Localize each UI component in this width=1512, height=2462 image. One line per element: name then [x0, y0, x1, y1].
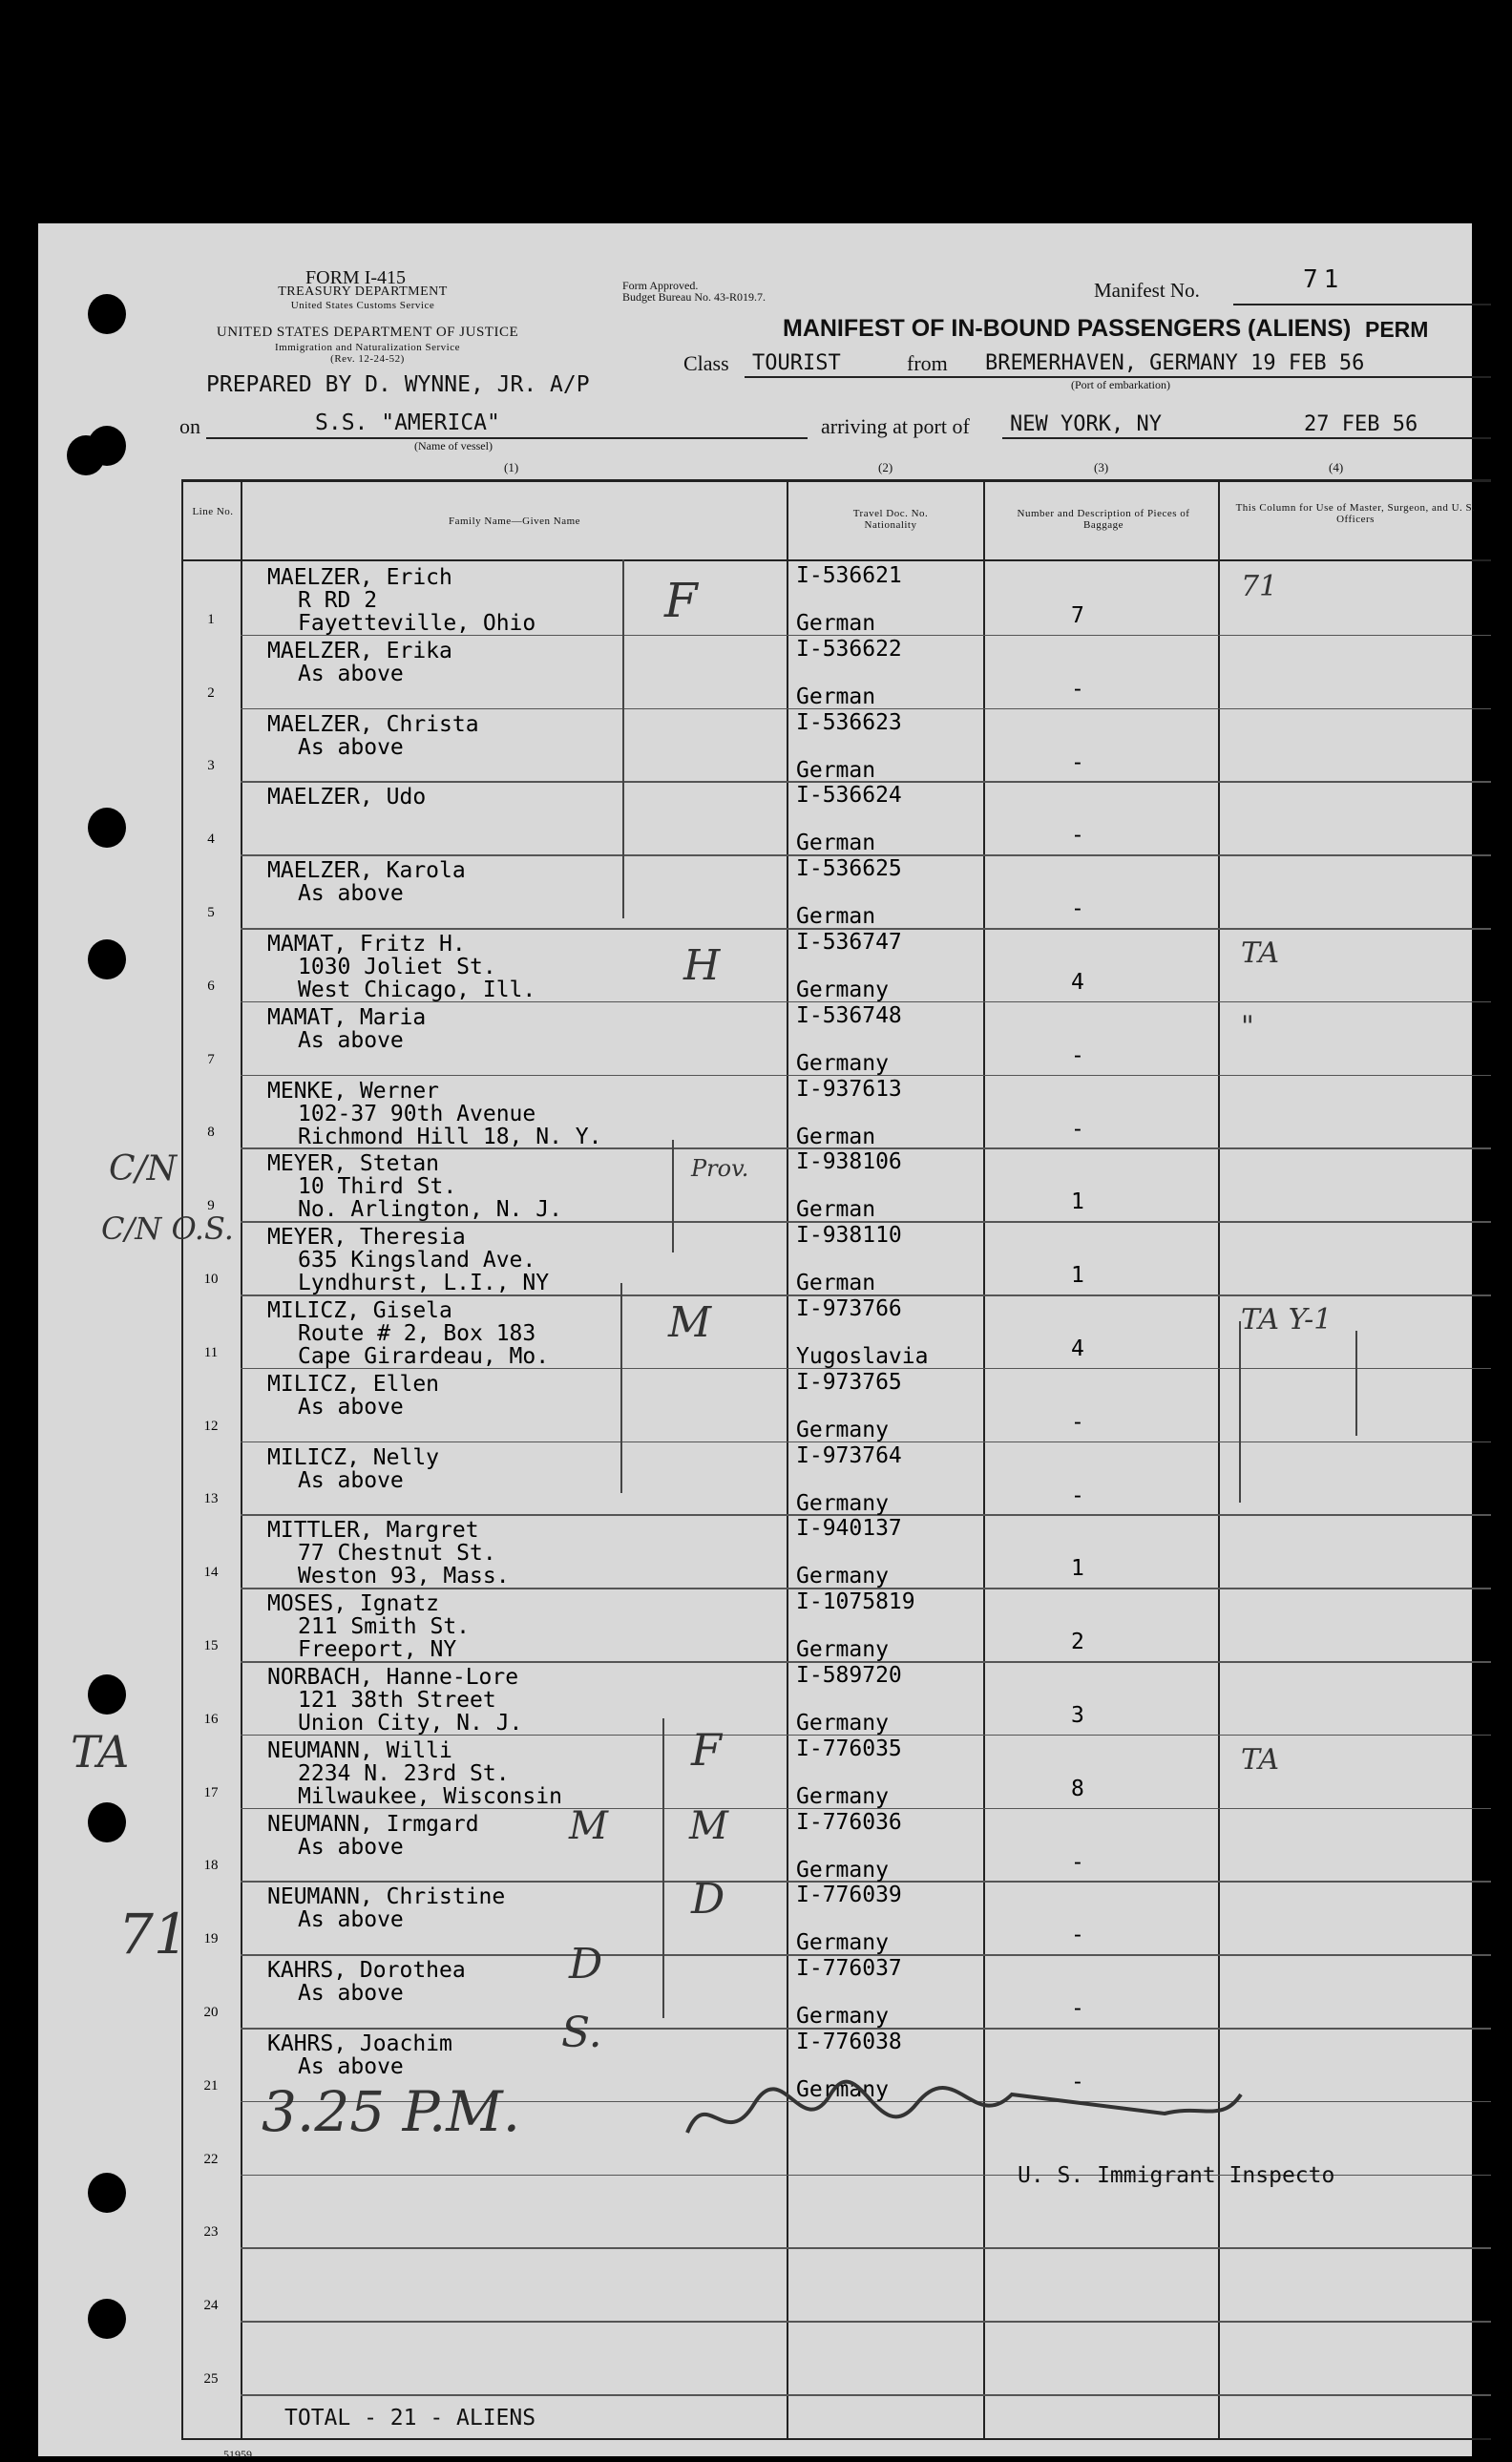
travel-doc-number: I-776036 [796, 1809, 902, 1835]
travel-doc-number: I-1075819 [796, 1589, 915, 1615]
row-line-number: 2 [207, 684, 215, 701]
header-officers: This Column for Use of Master, Surgeon, and U. S. Officers [1235, 502, 1476, 525]
passenger-name: MAELZER, Karola [267, 858, 466, 884]
passenger-address-1: 635 Kingsland Ave. [298, 1248, 536, 1273]
margin-note-71: 71 [118, 1902, 189, 1967]
baggage-count: 4 [1071, 1336, 1084, 1361]
bracket-line [662, 1718, 664, 2018]
punch-hole [88, 2299, 126, 2339]
passenger-address-2: Lyndhurst, L.I., NY [298, 1271, 550, 1296]
on-label: on [179, 414, 200, 438]
nationality: Germany [796, 1711, 889, 1736]
customs-service: United States Customs Service [290, 300, 435, 311]
punch-hole [88, 294, 126, 334]
passenger-name: KAHRS, Dorothea [267, 1958, 466, 1984]
handwritten-mark-f: F [664, 573, 698, 628]
nationality: German [796, 611, 876, 636]
nationality: Germany [796, 1490, 889, 1516]
passenger-name: MAELZER, Erika [267, 638, 452, 663]
row-divider [241, 2247, 1491, 2249]
nationality: Germany [796, 1857, 889, 1883]
class-value: TOURIST [752, 351, 841, 375]
passenger-name: KAHRS, Joachim [267, 2031, 452, 2056]
vessel-label: (Name of vessel) [414, 439, 493, 452]
total-aliens: TOTAL - 21 - ALIENS [284, 2406, 536, 2430]
row-divider [241, 2321, 1491, 2323]
manifest-underline [1233, 304, 1491, 305]
handwritten-mark-d: D [691, 1875, 725, 1924]
row-line-number: 20 [203, 2005, 219, 2020]
baggage-count: - [1071, 1996, 1084, 2022]
passenger-address-2: Fayetteville, Ohio [298, 611, 536, 636]
manifest-sheet [38, 223, 1476, 2461]
nationality: German [796, 1124, 876, 1149]
punch-hole [88, 1674, 126, 1715]
footer-code: 51959 [223, 2448, 252, 2461]
travel-doc-number: I-973765 [796, 1369, 902, 1395]
nationality: German [796, 904, 876, 930]
treasury-dept: TREASURY DEPARTMENT [278, 284, 448, 299]
table-bottom-border [181, 2438, 1491, 2440]
class-label: Class [683, 351, 729, 375]
passenger-name: MAELZER, Christa [267, 711, 479, 737]
punch-hole [88, 808, 126, 848]
margin-note-ta: TA [71, 1726, 130, 1778]
passenger-address-1: 102-37 90th Avenue [298, 1101, 536, 1126]
signature-scrawl [668, 2066, 1279, 2171]
baggage-count: - [1071, 1042, 1084, 1068]
baggage-count: 1 [1071, 1556, 1084, 1582]
row-line-number: 16 [203, 1711, 219, 1727]
row-line-number: 6 [207, 978, 215, 994]
nationality: Germany [796, 978, 889, 1002]
from-label: from [907, 351, 948, 375]
bracket-line [622, 559, 624, 918]
passenger-address-1: As above [298, 2054, 404, 2079]
nationality: German [796, 831, 876, 856]
nationality: Germany [796, 1564, 889, 1589]
row-line-number: 1 [207, 611, 215, 627]
handwritten-mark-m: M [668, 1298, 712, 1347]
passenger-name: MAMAT, Fritz H. [267, 932, 466, 957]
header-baggage: Number and Description of Pieces of Baggage [1017, 508, 1190, 531]
baggage-count: - [1071, 749, 1084, 775]
passenger-address-1: As above [298, 1834, 404, 1860]
manifest-title: MANIFEST OF IN-BOUND PASSENGERS (ALIENS) [783, 315, 1352, 342]
row-line-number: 14 [203, 1565, 219, 1581]
travel-doc-number: I-536621 [796, 563, 902, 588]
passenger-address-1: As above [298, 1907, 404, 1933]
row-divider [241, 2394, 1491, 2396]
passenger-name: MILICZ, Nelly [267, 1444, 440, 1470]
passenger-address-1: 121 38th Street [298, 1688, 496, 1713]
port-embark-label: (Port of embarkation) [1071, 378, 1170, 391]
arriving-date: 27 FEB 56 [1304, 412, 1418, 436]
manifest-label: Manifest No. [1094, 279, 1200, 302]
arriving-label: arriving at port of [821, 414, 970, 438]
col-divider-line [241, 479, 242, 2438]
passenger-address-2: Freeport, NY [298, 1637, 457, 1663]
handwritten-signature: 3.25 P.M. [262, 2079, 521, 2144]
baggage-count: - [1071, 1409, 1084, 1435]
row-line-number: 19 [203, 1931, 219, 1947]
passenger-address-1: 10 Third St. [298, 1174, 457, 1200]
nationality: German [796, 1271, 876, 1296]
row-line-number: 9 [207, 1198, 215, 1214]
col-num-1: (1) [504, 460, 519, 474]
nationality: Germany [796, 2077, 889, 2102]
row-line-number: 5 [207, 905, 215, 920]
baggage-count: 3 [1071, 1703, 1084, 1728]
nationality: Germany [796, 1637, 889, 1663]
table-top-border [181, 479, 1491, 482]
form-number: FORM I-415 [305, 267, 407, 288]
row-line-number: 18 [203, 1858, 219, 1874]
punch-hole [88, 1802, 126, 1842]
passenger-address-1: As above [298, 1981, 404, 2007]
vessel-name: S.S. "AMERICA" [315, 410, 500, 435]
header-bottom-border [181, 559, 1491, 561]
budget-bureau: Budget Bureau No. 43-R019.7. [622, 290, 766, 304]
travel-doc-number: I-776038 [796, 2030, 902, 2054]
passenger-name: NEUMANN, Irmgard [267, 1811, 479, 1837]
passenger-name: NORBACH, Hanne-Lore [267, 1665, 519, 1690]
baggage-count: - [1071, 823, 1084, 849]
ins-service: Immigration and Naturalization Service [274, 342, 461, 353]
passenger-address-1: As above [298, 661, 404, 686]
handwritten-mark-f: F [691, 1724, 722, 1776]
passenger-address-1: Route # 2, Box 183 [298, 1321, 536, 1346]
arriving-port: NEW YORK, NY [1010, 412, 1162, 436]
passenger-address-1: 1030 Joliet St. [298, 955, 496, 979]
travel-doc-number: I-973766 [796, 1296, 902, 1321]
passenger-address-2: Cape Girardeau, Mo. [298, 1344, 550, 1369]
from-value: BREMERHAVEN, GERMANY 19 FEB 56 [985, 351, 1365, 375]
baggage-count: 1 [1071, 1263, 1084, 1289]
passenger-name: MENKE, Werner [267, 1078, 440, 1104]
bracket-line [672, 1140, 674, 1252]
travel-doc-number: I-536624 [796, 783, 902, 809]
perm-label: PERM [1365, 317, 1429, 342]
punch-hole [67, 435, 105, 475]
row-line-number: 21 [203, 2077, 219, 2094]
manifest-number: 71 [1303, 265, 1345, 294]
passenger-address-1: As above [298, 1394, 404, 1420]
passenger-name: MITTLER, Margret [267, 1518, 479, 1544]
margin-note-cn-1: C/N [109, 1149, 178, 1189]
table-left-border [181, 479, 183, 2438]
passenger-name: MAELZER, Udo [267, 785, 427, 810]
punch-hole [88, 939, 126, 979]
baggage-count: 7 [1071, 603, 1084, 628]
passenger-name: MILICZ, Ellen [267, 1371, 440, 1397]
header-family-name: Family Name—Given Name [448, 516, 581, 527]
handwritten-mark-prov: Prov. [691, 1155, 749, 1182]
row-line-number: 25 [203, 2371, 219, 2387]
nationality: Germany [796, 1930, 889, 1956]
row-line-number: 11 [203, 1344, 219, 1360]
inspector-label: U. S. Immigrant Inspecto [1018, 2163, 1335, 2188]
passenger-address-2: Milwaukee, Wisconsin [298, 1783, 562, 1809]
nationality: German [796, 684, 876, 709]
officer-note: TA [1241, 936, 1280, 970]
header-travel-doc: Travel Doc. No. Nationality [852, 508, 929, 531]
baggage-count: - [1071, 676, 1084, 702]
passenger-name: NEUMANN, Christine [267, 1884, 506, 1910]
baggage-count: - [1071, 896, 1084, 922]
baggage-count: 8 [1071, 1776, 1084, 1801]
bracket-line [1355, 1331, 1357, 1436]
passenger-address-2: Richmond Hill 18, N. Y. [298, 1124, 602, 1149]
handwritten-mark-h: H [683, 941, 721, 990]
officer-note: 71 [1241, 570, 1278, 603]
baggage-count: - [1071, 1483, 1084, 1508]
travel-doc-number: I-536622 [796, 636, 902, 662]
travel-doc-number: I-776039 [796, 1883, 902, 1908]
passenger-name: MOSES, Ignatz [267, 1591, 440, 1617]
bracket-line [1239, 1321, 1241, 1503]
officer-note: TA Y-1 [1241, 1303, 1333, 1336]
travel-doc-number: I-536748 [796, 1002, 902, 1028]
handwritten-mark-m: M [569, 1804, 608, 1848]
passenger-address-2: Union City, N. J. [298, 1711, 523, 1736]
punch-hole [88, 2173, 126, 2213]
baggage-count: 2 [1071, 1630, 1084, 1655]
travel-doc-number: I-973764 [796, 1442, 902, 1468]
vessel-underline [206, 437, 808, 439]
form-revision: (Rev. 12-24-52) [330, 353, 405, 365]
passenger-address-1: 77 Chestnut St. [298, 1541, 496, 1567]
row-line-number: 22 [203, 2151, 219, 2167]
row-line-number: 13 [203, 1491, 219, 1507]
row-line-number: 3 [207, 758, 215, 774]
row-line-number: 7 [207, 1051, 215, 1067]
nationality: Germany [796, 1783, 889, 1809]
nationality: Germany [796, 2004, 889, 2030]
travel-doc-number: I-938106 [796, 1149, 902, 1175]
passenger-address-1: R RD 2 [298, 588, 378, 613]
baggage-count: - [1071, 1116, 1084, 1142]
nationality: German [796, 757, 876, 783]
col-num-2: (2) [878, 460, 893, 474]
row-line-number: 24 [203, 2298, 219, 2314]
justice-dept: UNITED STATES DEPARTMENT OF JUSTICE [216, 325, 519, 340]
arriving-underline [1002, 437, 1491, 439]
margin-note-cn-2: C/N O.S. [101, 1210, 234, 1247]
form-approved: Form Approved. [622, 279, 699, 292]
passenger-name: NEUMANN, Willi [267, 1737, 452, 1763]
col-num-3: (3) [1094, 460, 1109, 474]
row-line-number: 8 [207, 1125, 215, 1141]
baggage-count: - [1071, 1923, 1084, 1948]
passenger-name: MEYER, Theresia [267, 1225, 466, 1251]
travel-doc-number: I-536623 [796, 709, 902, 735]
baggage-count: 1 [1071, 1189, 1084, 1215]
prepared-by: PREPARED BY D. WYNNE, JR. A/P [206, 372, 590, 397]
row-line-number: 15 [203, 1638, 219, 1653]
passenger-address-2: No. Arlington, N. J. [298, 1197, 562, 1223]
passenger-name: MAMAT, Maria [267, 1004, 427, 1030]
travel-doc-number: I-536625 [796, 856, 902, 882]
baggage-count: - [1071, 1849, 1084, 1875]
nationality: Germany [796, 1050, 889, 1076]
header-line-no: Line No. [192, 506, 234, 517]
passenger-address-1: 211 Smith St. [298, 1614, 471, 1640]
passenger-address-1: 2234 N. 23rd St. [298, 1760, 510, 1786]
travel-doc-number: I-940137 [796, 1516, 902, 1542]
baggage-count: - [1071, 2070, 1084, 2094]
travel-doc-number: I-776035 [796, 1736, 902, 1761]
passenger-address-1: As above [298, 881, 404, 907]
bracket-line [620, 1283, 622, 1493]
travel-doc-number: I-938110 [796, 1223, 902, 1249]
baggage-count: 4 [1071, 970, 1084, 995]
row-line-number: 12 [203, 1418, 219, 1434]
nationality: Yugoslavia [796, 1344, 929, 1369]
passenger-address-2: Weston 93, Mass. [298, 1564, 510, 1589]
passenger-address-1: As above [298, 1027, 404, 1053]
travel-doc-number: I-776037 [796, 1956, 902, 1982]
handwritten-mark-d: D [569, 1940, 603, 1989]
travel-doc-number: I-589720 [796, 1663, 902, 1688]
officer-note: TA [1241, 1742, 1280, 1777]
travel-doc-number: I-536747 [796, 930, 902, 955]
row-line-number: 4 [207, 831, 215, 848]
passenger-address-2: West Chicago, Ill. [298, 978, 536, 1002]
col-num-4: (4) [1329, 460, 1344, 474]
passenger-address-1: As above [298, 1467, 404, 1493]
nationality: German [796, 1197, 876, 1223]
row-line-number: 23 [203, 2224, 219, 2241]
passenger-address-1: As above [298, 734, 404, 760]
row-line-number: 10 [203, 1272, 219, 1287]
passenger-name: MILICZ, Gisela [267, 1298, 452, 1323]
officer-note: " [1241, 1009, 1254, 1043]
row-line-number: 17 [203, 1784, 219, 1800]
handwritten-mark-m: M [689, 1804, 728, 1848]
nationality: Germany [796, 1417, 889, 1442]
travel-doc-number: I-937613 [796, 1076, 902, 1102]
passenger-name: MEYER, Stetan [267, 1151, 440, 1177]
handwritten-mark-s: S. [561, 2009, 602, 2057]
passenger-name: MAELZER, Erich [267, 565, 452, 590]
